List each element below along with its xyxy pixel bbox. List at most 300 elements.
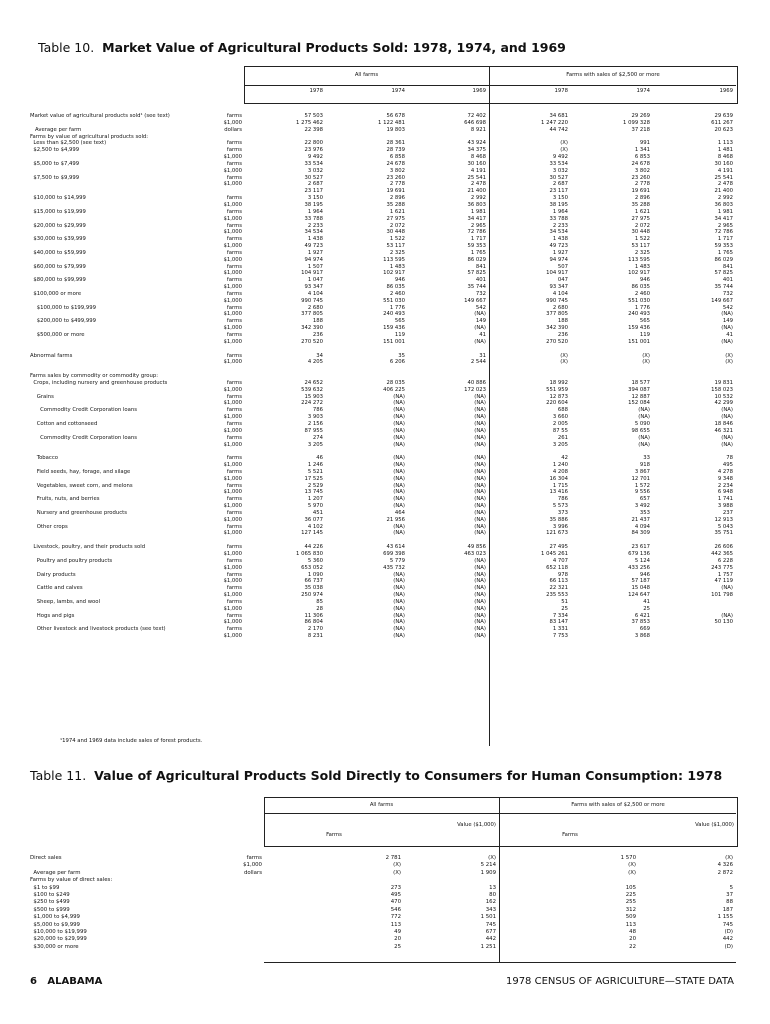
row-unit: farms <box>226 626 242 633</box>
cell-value: 1 570 <box>620 855 636 861</box>
row-label: Fruits, nuts, and berries <box>30 496 100 503</box>
cell-value: 46 321 <box>714 427 733 434</box>
row-label: $60,000 to $79,999 <box>30 263 86 270</box>
row-label <box>30 400 210 407</box>
row-unit: farms <box>226 304 242 311</box>
table10-group-sales: Farms with sales of $2,500 or more <box>566 72 660 78</box>
cell-value <box>489 448 571 455</box>
cell-value: 2 529 <box>307 482 323 489</box>
row-unit: farms <box>246 855 262 861</box>
cell-value: 9 492 <box>552 154 568 161</box>
row-label <box>30 537 210 544</box>
row-unit <box>230 922 264 929</box>
cell-value: 5 <box>729 884 733 891</box>
cell-value: 2 778 <box>389 181 405 188</box>
cell-value: 433 256 <box>628 564 650 571</box>
table11-row <box>30 862 736 869</box>
cell-value: 2 460 <box>389 290 405 297</box>
cell-value: 19 691 <box>386 188 405 195</box>
cell-value: (NA) <box>393 598 405 605</box>
cell-value: 15 048 <box>631 585 650 592</box>
cell-value <box>653 599 736 606</box>
row-unit: $1,000 <box>223 154 242 161</box>
table10-row <box>30 619 736 626</box>
row-unit: $1,000 <box>223 503 242 510</box>
cell-value: 21 437 <box>631 516 650 523</box>
cell-value: 4 278 <box>717 468 733 475</box>
cell-value: 1 483 <box>389 263 405 270</box>
cell-value: (NA) <box>474 605 486 612</box>
cell-value: 35 038 <box>304 585 323 592</box>
row-label <box>30 257 210 264</box>
cell-value: (NA) <box>474 338 486 345</box>
row-label: Vegetables, sweet corn, and melons <box>30 482 133 489</box>
cell-value: 4 191 <box>717 167 733 174</box>
cell-value: 2 965 <box>470 222 486 229</box>
cell-value: 237 <box>722 509 733 516</box>
cell-value: (NA) <box>474 311 486 318</box>
row-unit: farms <box>226 332 242 338</box>
table10-row <box>30 544 736 551</box>
cell-value: (NA) <box>393 489 405 496</box>
cell-value: 745 <box>722 921 733 928</box>
cell-value: 4 094 <box>634 523 650 530</box>
row-label <box>30 366 210 373</box>
row-unit: farms <box>226 147 242 154</box>
cell-value: (NA) <box>721 338 733 345</box>
cell-value: 23 617 <box>631 544 650 551</box>
row-label <box>30 120 210 127</box>
row-unit: farms <box>226 160 242 167</box>
cell-value <box>653 346 736 353</box>
cell-value <box>489 537 571 544</box>
cell-value: 1 099 328 <box>623 119 650 126</box>
table11-col-farms-1: Farms <box>326 832 342 838</box>
cell-value: 5 124 <box>634 557 650 564</box>
table10-row <box>30 188 736 195</box>
cell-value: 5 779 <box>389 557 405 564</box>
cell-value: 5 521 <box>307 468 323 475</box>
row-label: Average per farm <box>30 869 81 876</box>
cell-value: 990 745 <box>546 297 568 304</box>
cell-value: (NA) <box>638 407 650 414</box>
table10-row <box>30 387 736 394</box>
table10-row <box>30 578 736 585</box>
cell-value: 495 <box>390 892 401 899</box>
row-unit: farms <box>226 263 242 270</box>
table11-row <box>30 936 736 943</box>
cell-value: 4 326 <box>717 862 733 869</box>
table10-row <box>30 633 736 640</box>
cell-value <box>326 537 408 544</box>
row-unit: farms <box>226 496 242 503</box>
cell-value: (X) <box>560 352 568 359</box>
table11-row <box>30 885 736 892</box>
cell-value <box>571 134 653 141</box>
cell-value: 36 803 <box>714 201 733 208</box>
row-unit: $1,000 <box>223 592 242 599</box>
row-unit: $1,000 <box>223 400 242 407</box>
cell-value <box>653 606 736 613</box>
cell-value: 1 483 <box>634 263 650 270</box>
cell-value <box>244 373 326 380</box>
year-col-3: 1969 <box>472 88 486 94</box>
cell-value: 57 187 <box>631 578 650 585</box>
cell-value: (NA) <box>393 400 405 407</box>
cell-value: 946 <box>394 277 405 284</box>
cell-value: 1 155 <box>717 914 733 921</box>
cell-value: 4 102 <box>307 523 323 530</box>
row-label <box>30 229 210 236</box>
cell-value: 442 <box>722 936 733 943</box>
cell-value: 86 804 <box>304 619 323 626</box>
cell-value: 102 917 <box>628 270 650 277</box>
row-label: Farms sales by commodity or commodity group: <box>30 373 159 380</box>
cell-value: 2 781 <box>385 855 401 861</box>
table11-row <box>30 877 736 884</box>
table11-bottom-rule <box>264 962 736 963</box>
cell-value: 3 492 <box>634 503 650 510</box>
cell-value: 31 <box>479 352 486 359</box>
cell-value <box>408 366 489 373</box>
cell-value: 19 691 <box>631 188 650 195</box>
page-footer-left <box>30 976 102 987</box>
cell-value: 30 527 <box>304 174 323 181</box>
cell-value: 8 231 <box>307 633 323 640</box>
cell-value: 34 534 <box>549 229 568 236</box>
row-label: $5,000 to $7,499 <box>30 160 80 167</box>
cell-value: 162 <box>485 899 496 906</box>
cell-value: 18 992 <box>549 379 568 386</box>
cell-value: (NA) <box>474 530 486 537</box>
row-unit: $1,000 <box>243 862 262 869</box>
cell-value: 21 400 <box>467 188 486 195</box>
table10-row <box>30 613 736 620</box>
row-unit: farms <box>226 113 242 119</box>
table10-row <box>30 592 736 599</box>
cell-value: 121 673 <box>546 530 568 537</box>
cell-value: 3 205 <box>307 441 323 448</box>
cell-value: 2 896 <box>634 195 650 202</box>
row-unit: $1,000 <box>223 325 242 332</box>
cell-value: 35 744 <box>467 284 486 291</box>
cell-value: 470 <box>390 899 401 906</box>
table10-row <box>30 113 736 120</box>
cell-value: 29 269 <box>631 113 650 119</box>
cell-value: 127 145 <box>301 530 323 537</box>
cell-value: 6 421 <box>634 612 650 619</box>
cell-value: 12 701 <box>631 475 650 482</box>
row-label: Other crops <box>30 523 68 530</box>
row-label <box>30 442 210 449</box>
cell-value: 41 <box>479 332 486 338</box>
table10-row <box>30 120 736 127</box>
cell-value: 5 090 <box>634 420 650 427</box>
cell-value: 43 924 <box>467 140 486 147</box>
cell-value: 35 288 <box>386 201 405 208</box>
table10-footnote: ¹1974 and 1969 data include sales of forest products. <box>60 738 203 744</box>
cell-value: 102 917 <box>383 270 405 277</box>
cell-value: 542 <box>475 304 486 311</box>
cell-value: 172 023 <box>464 386 486 393</box>
table10-row <box>30 428 736 435</box>
table10-row <box>30 442 736 449</box>
cell-value: (NA) <box>393 427 405 434</box>
cell-value: 30 448 <box>386 229 405 236</box>
row-label: Commodity Credit Corporation loans <box>30 407 137 414</box>
row-label: Sheep, lambs, and wool <box>30 598 101 605</box>
cell-value: 7 753 <box>552 633 568 640</box>
row-label: $100,000 to $199,999 <box>30 304 96 311</box>
cell-value: 49 <box>394 929 401 936</box>
row-label <box>30 578 210 585</box>
table10-row <box>30 223 736 230</box>
cell-value: 38 195 <box>304 201 323 208</box>
row-label <box>30 551 210 558</box>
cell-value: 1 246 <box>307 462 323 469</box>
table10-heading: Market Value of Agricultural Products Sold: 1978, 1974, and 1969 <box>102 40 566 55</box>
cell-value <box>571 537 653 544</box>
cell-value: 1 964 <box>307 208 323 215</box>
cell-value: 224 272 <box>301 400 323 407</box>
cell-value: 51 <box>561 598 568 605</box>
cell-value: (X) <box>725 359 733 366</box>
cell-value: 34 417 <box>714 215 733 222</box>
row-label <box>30 270 210 277</box>
cell-value: 56 678 <box>386 113 405 119</box>
cell-value: 786 <box>557 496 568 503</box>
cell-value: 113 595 <box>628 256 650 263</box>
cell-value: 255 <box>625 899 636 906</box>
cell-value: 105 <box>625 884 636 891</box>
cell-value: 87 55 <box>552 427 568 434</box>
row-label: Grains <box>30 393 54 400</box>
cell-value: 35 744 <box>714 284 733 291</box>
cell-value: 158 023 <box>711 386 733 393</box>
row-label: Field seeds, hay, forage, and silage <box>30 468 131 475</box>
cell-value: (NA) <box>474 598 486 605</box>
cell-value: (X) <box>725 855 733 861</box>
row-unit: farms <box>226 352 242 359</box>
cell-value: 1 715 <box>552 482 568 489</box>
cell-value: 343 <box>485 906 496 913</box>
cell-value: 1 909 <box>480 869 496 876</box>
cell-value: 24 652 <box>304 379 323 386</box>
cell-value: 93 347 <box>304 284 323 291</box>
cell-value: 3 802 <box>634 167 650 174</box>
cell-value: (X) <box>488 855 496 861</box>
cell-value: (NA) <box>721 414 733 421</box>
table10-row <box>30 277 736 284</box>
year-col-6: 1969 <box>719 88 733 94</box>
row-unit: $1,000 <box>223 427 242 434</box>
row-unit <box>230 929 264 936</box>
cell-value: 442 365 <box>711 551 733 557</box>
cell-value: (NA) <box>393 571 405 578</box>
cell-value: 101 798 <box>711 592 733 599</box>
cell-value <box>244 366 326 373</box>
cell-value: 679 136 <box>628 551 650 557</box>
cell-value: 4 208 <box>552 468 568 475</box>
table10-row <box>30 140 736 147</box>
cell-value <box>639 877 736 884</box>
cell-value: 83 147 <box>549 619 568 626</box>
cell-value: 2 234 <box>717 482 733 489</box>
cell-value: 53 117 <box>386 243 405 250</box>
cell-value: 18 577 <box>631 379 650 386</box>
cell-value: 23 117 <box>549 188 568 195</box>
row-label <box>30 359 210 366</box>
table11-row <box>30 907 736 914</box>
row-unit: $1,000 <box>223 359 242 366</box>
table10-row <box>30 448 736 455</box>
table10-row <box>30 537 736 544</box>
cell-value: (NA) <box>474 400 486 407</box>
cell-value: (NA) <box>474 626 486 633</box>
cell-value: 2 072 <box>389 222 405 229</box>
cell-value: (X) <box>560 359 568 366</box>
cell-value: 98 655 <box>631 427 650 434</box>
cell-value: 406 225 <box>383 386 405 393</box>
cell-value: (NA) <box>393 605 405 612</box>
table11-group-all: All farms <box>369 802 394 808</box>
cell-value: (NA) <box>393 530 405 537</box>
cell-value <box>408 346 489 353</box>
row-label: Crops, including nursery and greenhouse products <box>30 379 168 386</box>
table11-col-value-1: Value ($1,000) <box>457 822 496 828</box>
cell-value: 240 493 <box>628 311 650 318</box>
cell-value: 1 621 <box>634 208 650 215</box>
table10-row <box>30 503 736 510</box>
row-unit: farms <box>226 434 242 441</box>
cell-value: 13 745 <box>304 489 323 496</box>
cell-value: 1 776 <box>389 304 405 311</box>
row-label: $500,000 or more <box>30 332 85 338</box>
cell-value: 78 <box>726 455 733 462</box>
row-label: Cotton and cottonseed <box>30 420 98 427</box>
row-label <box>30 284 210 291</box>
table11-row <box>30 870 736 877</box>
cell-value: 2 005 <box>552 420 568 427</box>
cell-value: (NA) <box>721 585 733 592</box>
cell-value: 37 853 <box>631 619 650 626</box>
cell-value <box>408 448 489 455</box>
row-unit: $1,000 <box>223 119 242 126</box>
row-unit <box>230 899 264 906</box>
row-unit <box>210 373 244 380</box>
cell-value: 42 <box>561 455 568 462</box>
table10-label: Table 10. <box>38 40 95 55</box>
cell-value: 9 348 <box>717 475 733 482</box>
cell-value: 22 800 <box>304 140 323 147</box>
table11-col-farms-2: Farms <box>562 832 578 838</box>
cell-value: 28 035 <box>386 379 405 386</box>
cell-value: 6 853 <box>634 154 650 161</box>
cell-value: 47 119 <box>714 578 733 585</box>
row-label: $80,000 to $99,999 <box>30 277 86 284</box>
table10-row <box>30 462 736 469</box>
row-unit: farms <box>226 407 242 414</box>
cell-value: 34 <box>316 352 323 359</box>
cell-value: 539 632 <box>301 386 323 393</box>
table10-row <box>30 524 736 531</box>
cell-value: 86 029 <box>467 256 486 263</box>
row-unit: $1,000 <box>223 441 242 448</box>
row-label <box>30 181 210 188</box>
cell-value <box>404 877 499 884</box>
cell-value: 2 872 <box>717 869 733 876</box>
cell-value: 8 468 <box>717 154 733 161</box>
cell-value: 50 130 <box>714 619 733 626</box>
cell-value: 946 <box>639 571 650 578</box>
table11-header-rule <box>264 813 736 814</box>
row-unit: farms <box>226 195 242 202</box>
cell-value: (NA) <box>393 612 405 619</box>
table10-row <box>30 435 736 442</box>
cell-value: (X) <box>393 862 401 869</box>
cell-value: (NA) <box>393 626 405 633</box>
row-label: $30,000 or more <box>30 943 79 950</box>
table10-row <box>30 558 736 565</box>
cell-value: 16 304 <box>549 475 568 482</box>
cell-value: 495 <box>722 462 733 469</box>
year-col-4: 1978 <box>554 88 568 94</box>
cell-value: 3 660 <box>552 414 568 421</box>
cell-value: 23 260 <box>631 174 650 181</box>
cell-value: (NA) <box>474 407 486 414</box>
cell-value: 464 <box>394 509 405 516</box>
cell-value: (NA) <box>474 496 486 503</box>
cell-value: 43 614 <box>386 544 405 551</box>
cell-value: (NA) <box>393 420 405 427</box>
row-unit: $1,000 <box>223 462 242 469</box>
row-label: Commodity Credit Corporation loans <box>30 434 137 441</box>
cell-value: 119 <box>639 332 650 338</box>
cell-value: 124 647 <box>628 592 650 599</box>
cell-value: (NA) <box>638 434 650 441</box>
cell-value: 377 805 <box>301 311 323 318</box>
cell-value: 669 <box>639 626 650 633</box>
row-label: Average per farm <box>30 126 82 133</box>
cell-value: (NA) <box>393 592 405 599</box>
cell-value: 1 981 <box>470 208 486 215</box>
table10-row <box>30 257 736 264</box>
cell-value: 28 739 <box>386 147 405 154</box>
cell-value: 047 <box>557 277 568 284</box>
cell-value: 21 956 <box>386 516 405 523</box>
cell-value: (NA) <box>474 441 486 448</box>
row-label: Farms by value of direct sales: <box>30 877 113 884</box>
cell-value: (NA) <box>721 612 733 619</box>
row-label: $10,000 to $14,999 <box>30 195 86 202</box>
cell-value: 8 921 <box>470 126 486 133</box>
table10-row <box>30 359 736 366</box>
cell-value: 25 541 <box>467 174 486 181</box>
table10-row <box>30 243 736 250</box>
cell-value: 151 001 <box>383 338 405 345</box>
cell-value: 59 353 <box>467 243 486 250</box>
cell-value <box>653 366 736 373</box>
cell-value: 29 639 <box>714 113 733 119</box>
row-unit: farms <box>226 612 242 619</box>
cell-value: 25 <box>394 943 401 950</box>
row-unit <box>210 537 244 544</box>
cell-value: 113 <box>390 921 401 928</box>
cell-value: (NA) <box>393 441 405 448</box>
cell-value: 732 <box>722 290 733 297</box>
cell-value: 34 681 <box>549 113 568 119</box>
row-label <box>30 489 210 496</box>
